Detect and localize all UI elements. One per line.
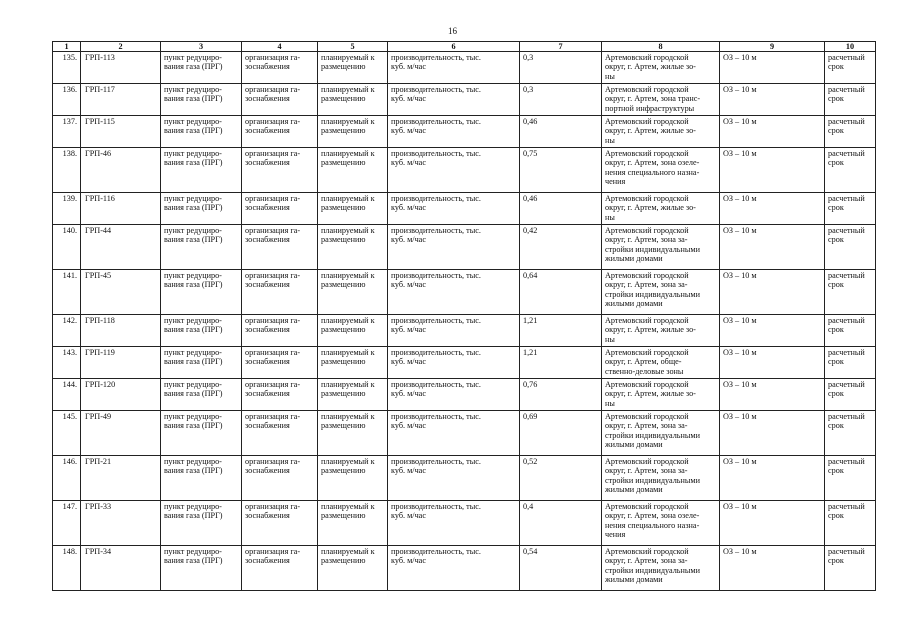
object-purpose: организация га- зоснабжения: [242, 315, 318, 347]
object-name: пункт редуциро- вания газа (ПРГ): [161, 270, 242, 315]
capacity-characteristic: производительность, тыс. куб. м/час: [388, 379, 520, 411]
column-header: 8: [602, 42, 720, 52]
row-number: 137.: [53, 116, 81, 148]
object-name: пункт редуциро- вания газа (ПРГ): [161, 84, 242, 116]
implementation-term: расчетный срок: [825, 193, 876, 225]
object-status: планируемый к размещению: [318, 501, 388, 546]
object-location: Артемовский городской округ, г. Артем, жилые зо- ны: [602, 52, 720, 84]
object-location: Артемовский городской округ, г. Артем, жилые зо- ны: [602, 379, 720, 411]
object-purpose: организация га- зоснабжения: [242, 379, 318, 411]
protection-zone: ОЗ – 10 м: [720, 501, 825, 546]
object-code: ГРП-119: [81, 347, 161, 379]
capacity-characteristic: производительность, тыс. куб. м/час: [388, 347, 520, 379]
object-name: пункт редуциро- вания газа (ПРГ): [161, 501, 242, 546]
object-code: ГРП-21: [81, 456, 161, 501]
capacity-value: 1,21: [520, 315, 602, 347]
capacity-characteristic: производительность, тыс. куб. м/час: [388, 270, 520, 315]
object-name: пункт редуциро- вания газа (ПРГ): [161, 148, 242, 193]
capacity-value: 0,4: [520, 501, 602, 546]
capacity-characteristic: производительность, тыс. куб. м/час: [388, 225, 520, 270]
row-number: 140.: [53, 225, 81, 270]
implementation-term: расчетный срок: [825, 148, 876, 193]
object-status: планируемый к размещению: [318, 116, 388, 148]
implementation-term: расчетный срок: [825, 379, 876, 411]
capacity-value: 0,42: [520, 225, 602, 270]
column-header: 10: [825, 42, 876, 52]
capacity-value: 0,3: [520, 84, 602, 116]
protection-zone: ОЗ – 10 м: [720, 225, 825, 270]
column-number-row: [53, 42, 876, 52]
column-header: 5: [318, 42, 388, 52]
object-name: пункт редуциро- вания газа (ПРГ): [161, 52, 242, 84]
table-row: [53, 52, 876, 84]
row-number: 136.: [53, 84, 81, 116]
protection-zone: ОЗ – 10 м: [720, 411, 825, 456]
object-name: пункт редуциро- вания газа (ПРГ): [161, 379, 242, 411]
object-purpose: организация га- зоснабжения: [242, 225, 318, 270]
row-number: 147.: [53, 501, 81, 546]
capacity-value: 0,46: [520, 193, 602, 225]
capacity-characteristic: производительность, тыс. куб. м/час: [388, 116, 520, 148]
row-number: 141.: [53, 270, 81, 315]
table-row: [53, 315, 876, 347]
object-name: пункт редуциро- вания газа (ПРГ): [161, 225, 242, 270]
object-location: Артемовский городской округ, г. Артем, жилые зо- ны: [602, 315, 720, 347]
object-location: Артемовский городской округ, г. Артем, зона за- стройки индивидуальными жилыми домами: [602, 546, 720, 591]
column-header: 7: [520, 42, 602, 52]
capacity-characteristic: производительность, тыс. куб. м/час: [388, 411, 520, 456]
object-location: Артемовский городской округ, г. Артем, зона транс- портной инфраструктуры: [602, 84, 720, 116]
column-header: 9: [720, 42, 825, 52]
object-location: Артемовский городской округ, г. Артем, жилые зо- ны: [602, 193, 720, 225]
table-row: [53, 84, 876, 116]
object-purpose: организация га- зоснабжения: [242, 193, 318, 225]
page-number: 16: [448, 26, 457, 36]
implementation-term: расчетный срок: [825, 456, 876, 501]
column-header: 1: [53, 42, 81, 52]
object-name: пункт редуциро- вания газа (ПРГ): [161, 116, 242, 148]
row-number: 138.: [53, 148, 81, 193]
object-purpose: организация га- зоснабжения: [242, 52, 318, 84]
objects-table: [52, 41, 876, 591]
object-code: ГРП-115: [81, 116, 161, 148]
table-row: [53, 193, 876, 225]
object-location: Артемовский городской округ, г. Артем, обще- ственно-деловые зоны: [602, 347, 720, 379]
table-row: [53, 501, 876, 546]
object-name: пункт редуциро- вания газа (ПРГ): [161, 315, 242, 347]
implementation-term: расчетный срок: [825, 225, 876, 270]
protection-zone: ОЗ – 10 м: [720, 315, 825, 347]
row-number: 142.: [53, 315, 81, 347]
capacity-characteristic: производительность, тыс. куб. м/час: [388, 84, 520, 116]
object-status: планируемый к размещению: [318, 193, 388, 225]
capacity-value: 0,3: [520, 52, 602, 84]
object-status: планируемый к размещению: [318, 270, 388, 315]
object-status: планируемый к размещению: [318, 456, 388, 501]
protection-zone: ОЗ – 10 м: [720, 379, 825, 411]
object-code: ГРП-120: [81, 379, 161, 411]
object-location: Артемовский городской округ, г. Артем, зона за- стройки индивидуальными жилыми домами: [602, 456, 720, 501]
capacity-characteristic: производительность, тыс. куб. м/час: [388, 315, 520, 347]
capacity-characteristic: производительность, тыс. куб. м/час: [388, 193, 520, 225]
object-location: Артемовский городской округ, г. Артем, зона озеле- нения специального назна- чения: [602, 148, 720, 193]
table-row: [53, 411, 876, 456]
implementation-term: расчетный срок: [825, 84, 876, 116]
capacity-characteristic: производительность, тыс. куб. м/час: [388, 148, 520, 193]
object-name: пункт редуциро- вания газа (ПРГ): [161, 193, 242, 225]
object-code: ГРП-44: [81, 225, 161, 270]
object-code: ГРП-116: [81, 193, 161, 225]
object-purpose: организация га- зоснабжения: [242, 411, 318, 456]
object-status: планируемый к размещению: [318, 411, 388, 456]
object-purpose: организация га- зоснабжения: [242, 84, 318, 116]
object-location: Артемовский городской округ, г. Артем, жилые зо- ны: [602, 116, 720, 148]
object-location: Артемовский городской округ, г. Артем, зона за- стройки индивидуальными жилыми домами: [602, 225, 720, 270]
protection-zone: ОЗ – 10 м: [720, 148, 825, 193]
row-number: 135.: [53, 52, 81, 84]
capacity-characteristic: производительность, тыс. куб. м/час: [388, 501, 520, 546]
capacity-value: 0,69: [520, 411, 602, 456]
object-purpose: организация га- зоснабжения: [242, 546, 318, 591]
capacity-characteristic: производительность, тыс. куб. м/час: [388, 546, 520, 591]
object-code: ГРП-117: [81, 84, 161, 116]
capacity-value: 0,64: [520, 270, 602, 315]
table-row: [53, 225, 876, 270]
row-number: 148.: [53, 546, 81, 591]
object-code: ГРП-49: [81, 411, 161, 456]
capacity-value: 0,52: [520, 456, 602, 501]
column-header: 3: [161, 42, 242, 52]
table-row: [53, 546, 876, 591]
implementation-term: расчетный срок: [825, 501, 876, 546]
table-body: [53, 52, 876, 591]
table-row: [53, 456, 876, 501]
object-code: ГРП-34: [81, 546, 161, 591]
capacity-value: 0,75: [520, 148, 602, 193]
object-code: ГРП-118: [81, 315, 161, 347]
protection-zone: ОЗ – 10 м: [720, 456, 825, 501]
object-purpose: организация га- зоснабжения: [242, 148, 318, 193]
column-header: 6: [388, 42, 520, 52]
object-purpose: организация га- зоснабжения: [242, 347, 318, 379]
capacity-value: 0,46: [520, 116, 602, 148]
row-number: 146.: [53, 456, 81, 501]
capacity-characteristic: производительность, тыс. куб. м/час: [388, 52, 520, 84]
object-status: планируемый к размещению: [318, 315, 388, 347]
row-number: 145.: [53, 411, 81, 456]
object-code: ГРП-46: [81, 148, 161, 193]
protection-zone: ОЗ – 10 м: [720, 116, 825, 148]
capacity-value: 1,21: [520, 347, 602, 379]
object-code: ГРП-33: [81, 501, 161, 546]
protection-zone: ОЗ – 10 м: [720, 52, 825, 84]
table-row: [53, 270, 876, 315]
protection-zone: ОЗ – 10 м: [720, 84, 825, 116]
implementation-term: расчетный срок: [825, 411, 876, 456]
table-row: [53, 116, 876, 148]
implementation-term: расчетный срок: [825, 315, 876, 347]
object-status: планируемый к размещению: [318, 84, 388, 116]
table-row: [53, 379, 876, 411]
object-status: планируемый к размещению: [318, 347, 388, 379]
object-status: планируемый к размещению: [318, 379, 388, 411]
capacity-value: 0,76: [520, 379, 602, 411]
object-name: пункт редуциро- вания газа (ПРГ): [161, 546, 242, 591]
object-name: пункт редуциро- вания газа (ПРГ): [161, 347, 242, 379]
implementation-term: расчетный срок: [825, 52, 876, 84]
column-header: 2: [81, 42, 161, 52]
object-purpose: организация га- зоснабжения: [242, 501, 318, 546]
capacity-value: 0,54: [520, 546, 602, 591]
object-status: планируемый к размещению: [318, 546, 388, 591]
table-row: [53, 148, 876, 193]
object-location: Артемовский городской округ, г. Артем, зона за- стройки индивидуальными жилыми домами: [602, 270, 720, 315]
object-code: ГРП-113: [81, 52, 161, 84]
object-purpose: организация га- зоснабжения: [242, 116, 318, 148]
object-purpose: организация га- зоснабжения: [242, 270, 318, 315]
protection-zone: ОЗ – 10 м: [720, 546, 825, 591]
object-status: планируемый к размещению: [318, 225, 388, 270]
row-number: 139.: [53, 193, 81, 225]
table-row: [53, 347, 876, 379]
protection-zone: ОЗ – 10 м: [720, 193, 825, 225]
row-number: 143.: [53, 347, 81, 379]
object-status: планируемый к размещению: [318, 52, 388, 84]
row-number: 144.: [53, 379, 81, 411]
implementation-term: расчетный срок: [825, 347, 876, 379]
column-header: 4: [242, 42, 318, 52]
protection-zone: ОЗ – 10 м: [720, 270, 825, 315]
object-status: планируемый к размещению: [318, 148, 388, 193]
object-code: ГРП-45: [81, 270, 161, 315]
object-location: Артемовский городской округ, г. Артем, зона озеле- нения специального назна- чения: [602, 501, 720, 546]
object-purpose: организация га- зоснабжения: [242, 456, 318, 501]
object-name: пункт редуциро- вания газа (ПРГ): [161, 411, 242, 456]
object-name: пункт редуциро- вания газа (ПРГ): [161, 456, 242, 501]
implementation-term: расчетный срок: [825, 546, 876, 591]
capacity-characteristic: производительность, тыс. куб. м/час: [388, 456, 520, 501]
implementation-term: расчетный срок: [825, 270, 876, 315]
implementation-term: расчетный срок: [825, 116, 876, 148]
protection-zone: ОЗ – 10 м: [720, 347, 825, 379]
object-location: Артемовский городской округ, г. Артем, зона за- стройки индивидуальными жилыми домами: [602, 411, 720, 456]
